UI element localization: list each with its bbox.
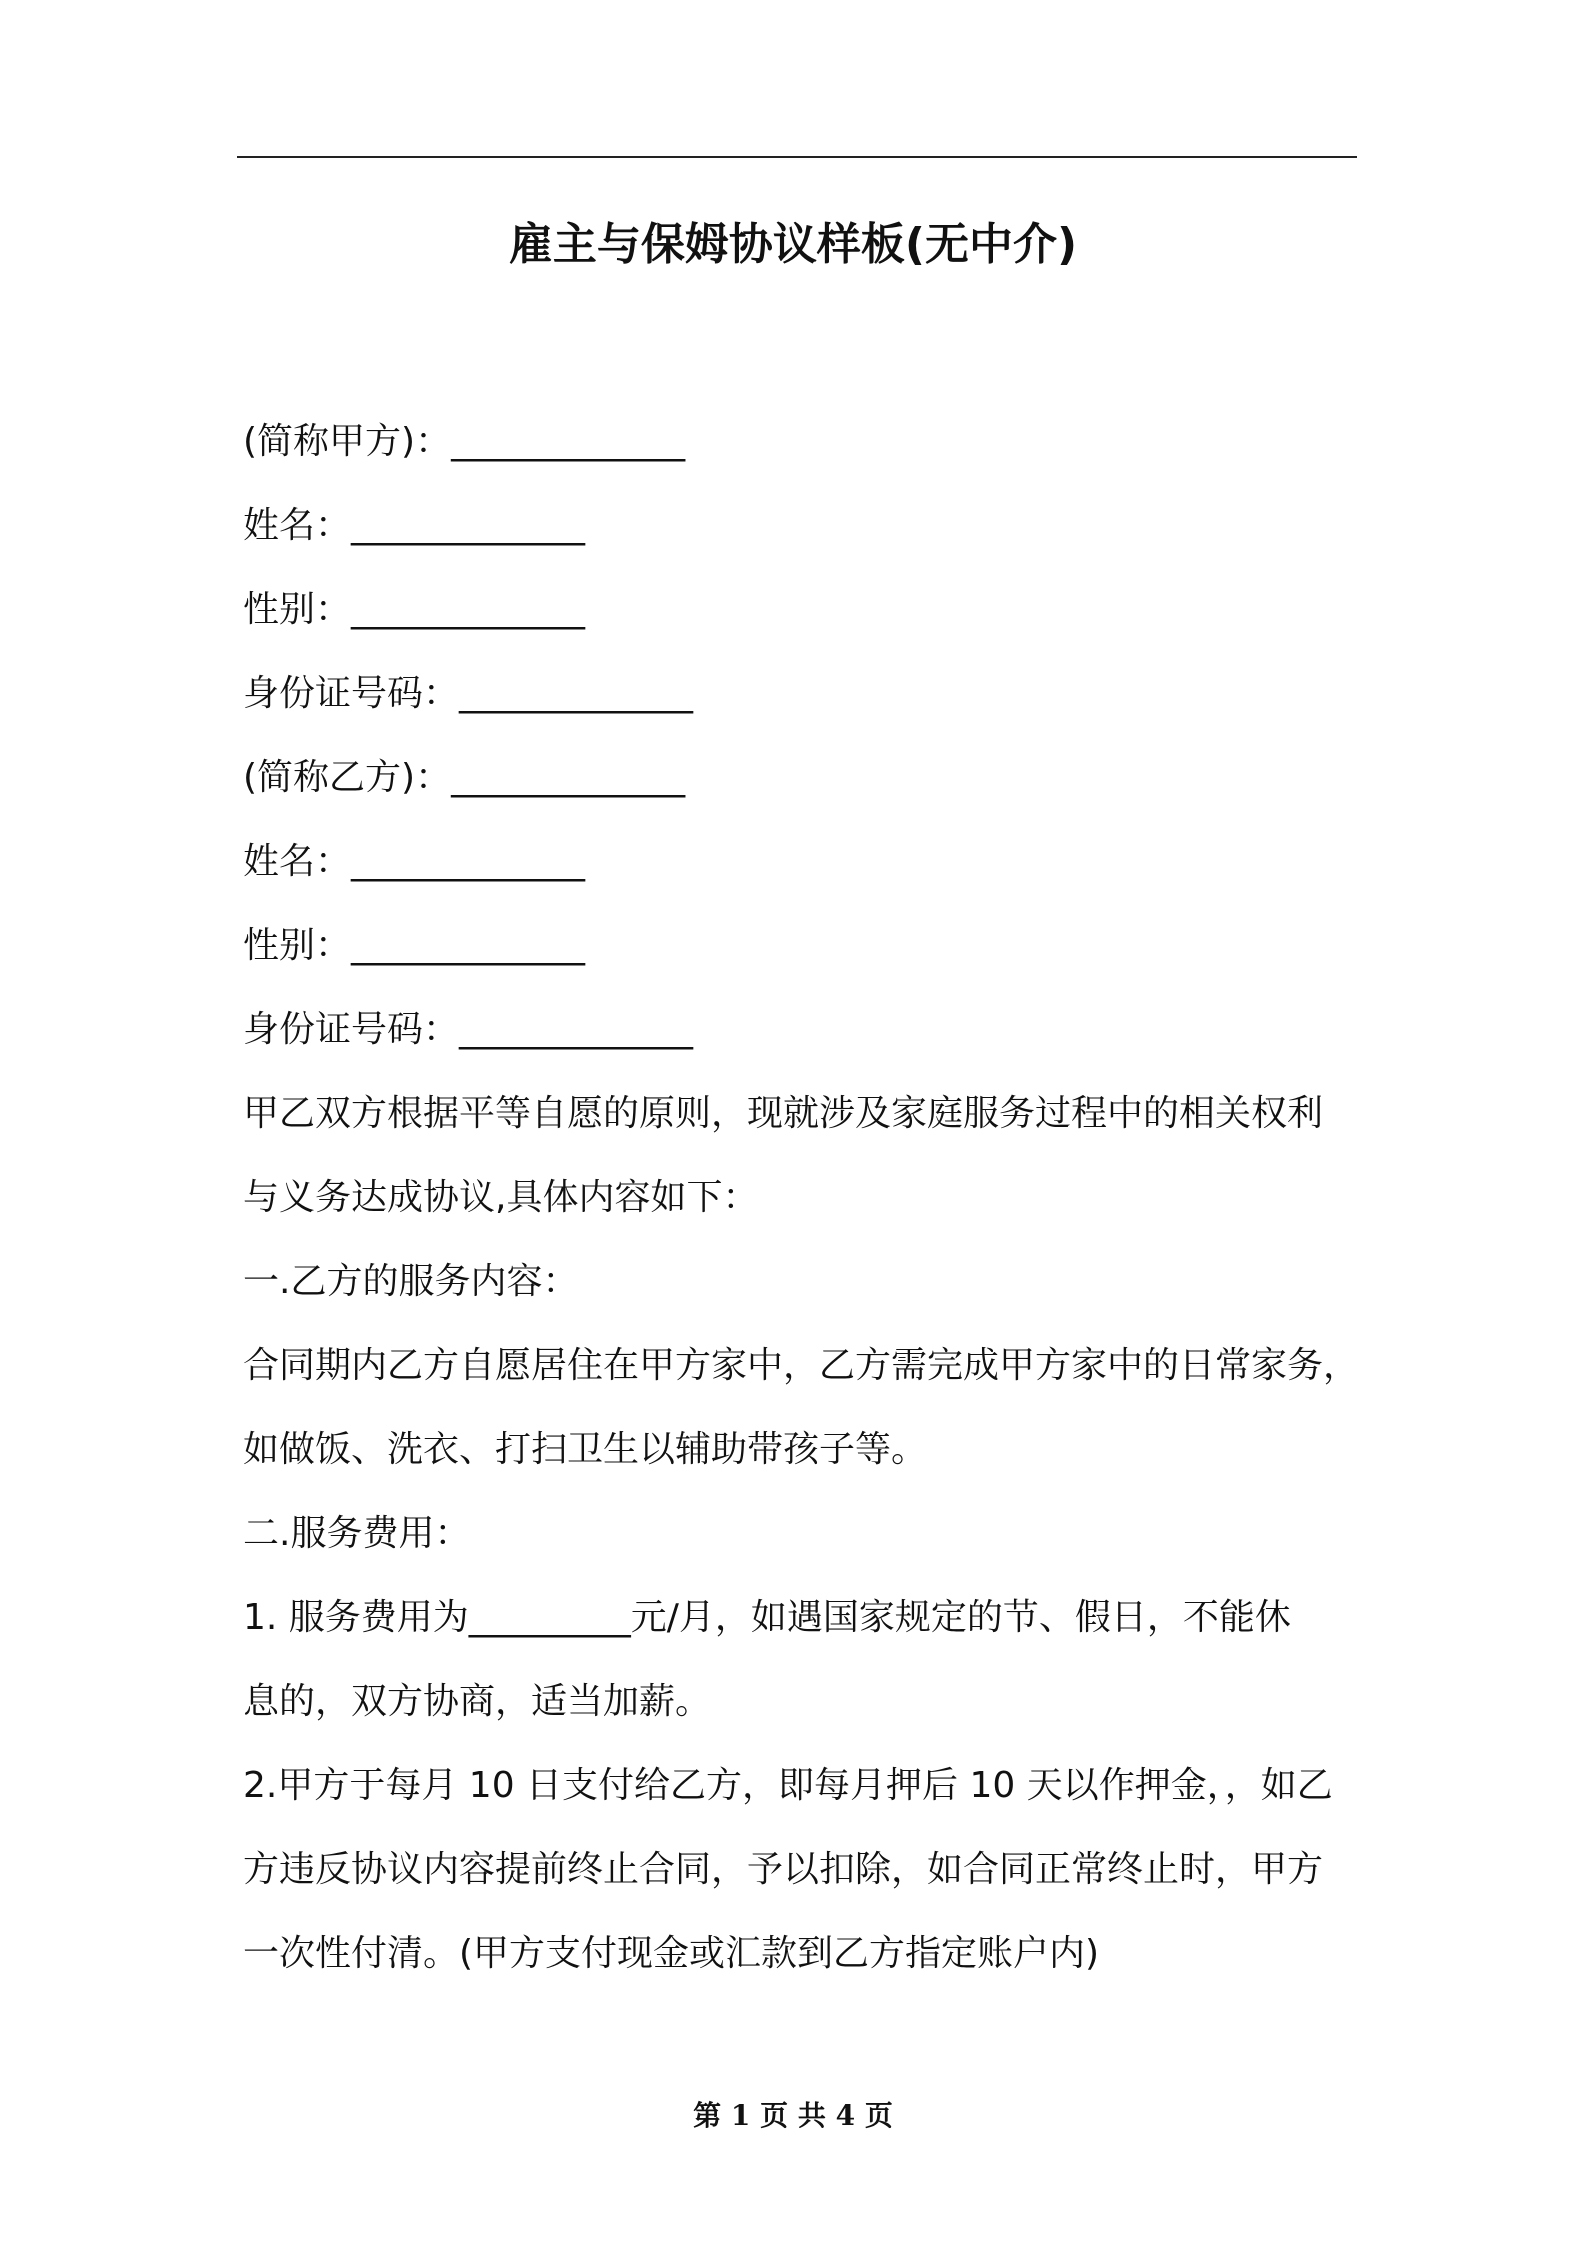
page-number-footer: 第 1 页 共 4 页 [693,2099,893,2132]
party-a-gender-line: 性别：_____________ [243,589,586,630]
service-content-line: 如做饭、洗衣、打扫卫生以辅助带孩子等。 [243,1429,928,1470]
intro-paragraph-line: 与义务达成协议,具体内容如下： [243,1177,759,1218]
header-rule [237,156,1357,158]
fee-clause-line: 息的，双方协商，适当加薪。 [243,1681,712,1722]
party-b-name-line: 姓名：_____________ [243,841,586,882]
intro-paragraph-line: 甲乙双方根据平等自愿的原则，现就涉及家庭服务过程中的相关权利 [243,1093,1324,1134]
party-a-name-line: 姓名：_____________ [243,505,586,546]
party-a-label-line: (简称甲方)：_____________ [243,421,686,462]
section-heading: 一.乙方的服务内容： [243,1261,579,1302]
document-title: 雇主与保姆协议样板(无中介) [508,219,1078,270]
fee-clause-line: 1. 服务费用为_________元/月，如遇国家规定的节、假日，不能休 [243,1597,1291,1638]
service-content-line: 合同期内乙方自愿居住在甲方家中，乙方需完成甲方家中的日常家务， [243,1345,1360,1386]
document-body [243,400,1373,1996]
payment-clause-line: 方违反协议内容提前终止合同，予以扣除，如合同正常终止时，甲方 [243,1849,1324,1890]
party-b-label-line: (简称乙方)：_____________ [243,757,686,798]
payment-clause-line: 一次性付清。(甲方支付现金或汇款到乙方指定账户内) [243,1933,1100,1974]
party-a-id-line: 身份证号码：_____________ [243,673,694,714]
section-heading: 二.服务费用： [243,1513,471,1554]
party-b-id-line: 身份证号码：_____________ [243,1009,694,1050]
payment-clause-line: 2.甲方于每月 10 日支付给乙方，即每月押后 10 天以作押金，，如乙 [243,1765,1333,1806]
party-b-gender-line: 性别：_____________ [243,925,586,966]
